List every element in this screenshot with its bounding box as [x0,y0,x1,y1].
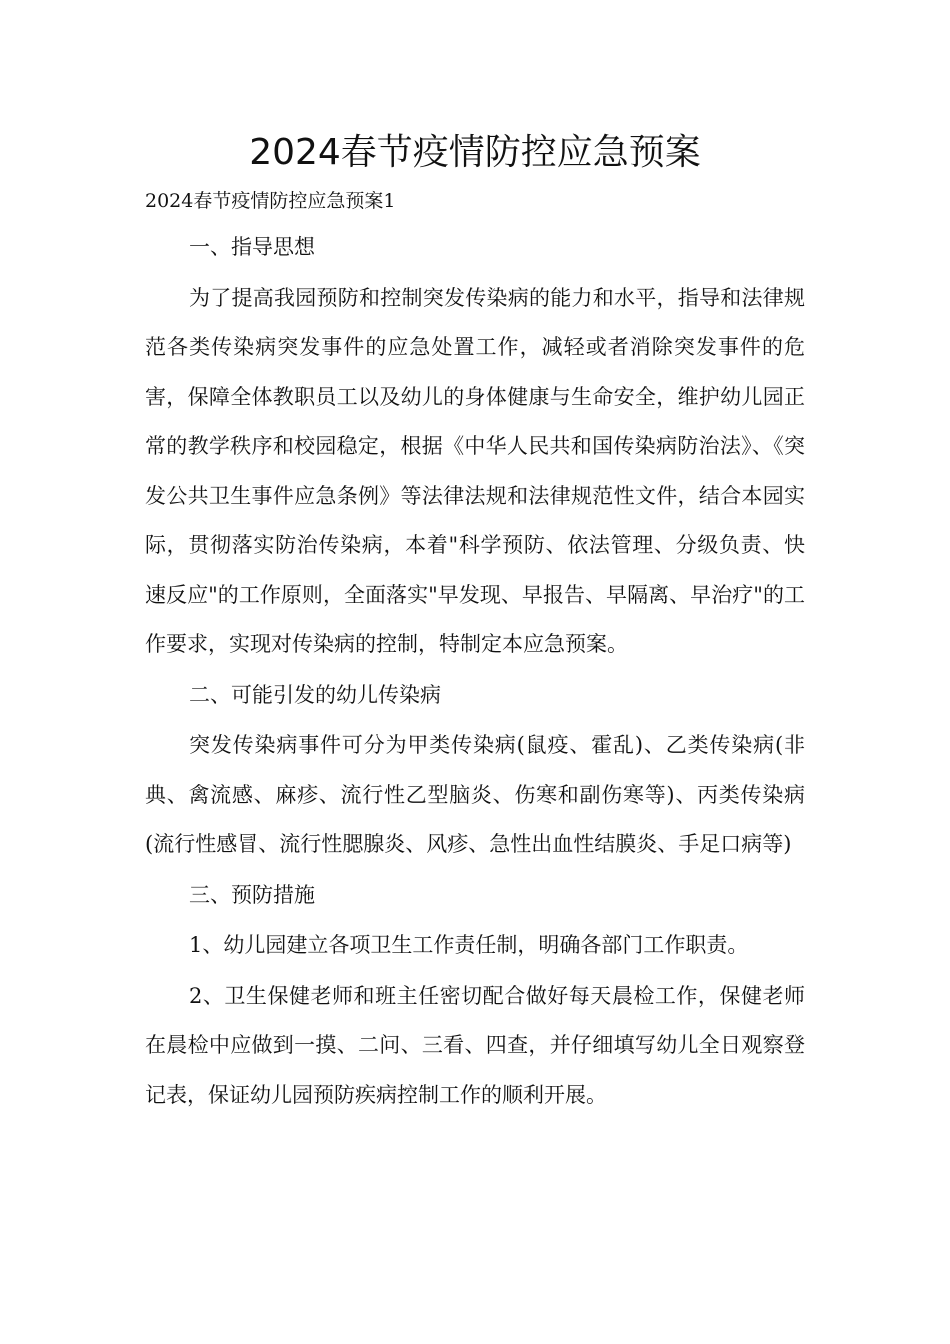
paragraph-guiding-ideology: 为了提高我园预防和控制突发传染病的能力和水平，指导和法律规范各类传染病突发事件的应急处置工作，减轻或者消除突发事件的危害，保障全体教职员工以及幼儿的身体健康与生命安全，维护幼儿园正常的教学秩序和校园稳定，根据《中华人民共和国传染病防治法》、《突发公共卫生事件应急条例》等法律法规和法律规范性文件，结合本园实际，贯彻落实防治传染病，本着"科学预防、依法管理、分级负责、快速反应"的工作原则，全面落实"早发现、早报告、早隔离、早治疗"的工作要求，实现对传染病的控制，特制定本应急预案。 [145,285,805,656]
list-item-measure-2: 2、卫生保健老师和班主任密切配合做好每天晨检工作，保健老师在晨检中应做到一摸、二问、三看、四查，并仔细填写幼儿全日观察登记表，保证幼儿园预防疾病控制工作的顺利开展。 [145,983,805,1107]
section-heading-guiding-ideology: 一、指导思想 [189,235,315,259]
section-heading-possible-infectious-diseases: 二、可能引发的幼儿传染病 [189,682,441,707]
document-subtitle: 2024春节疫情防控应急预案1 [145,190,396,212]
section-heading-prevention-measures: 三、预防措施 [189,882,315,907]
document-title: 2024春节疫情防控应急预案 [249,132,701,173]
paragraph-infectious-disease-categories: 突发传染病事件可分为甲类传染病(鼠疫、霍乱)、乙类传染病(非典、禽流感、麻疹、流行性乙型脑炎、伤寒和副伤寒等)、丙类传染病(流行性感冒、流行性腮腺炎、风疹、急性出血性结膜炎、手足口病等) [145,733,805,856]
document-body [145,182,805,1120]
list-item-measure-1: 1、幼儿园建立各项卫生工作责任制，明确各部门工作职责。 [189,933,749,957]
